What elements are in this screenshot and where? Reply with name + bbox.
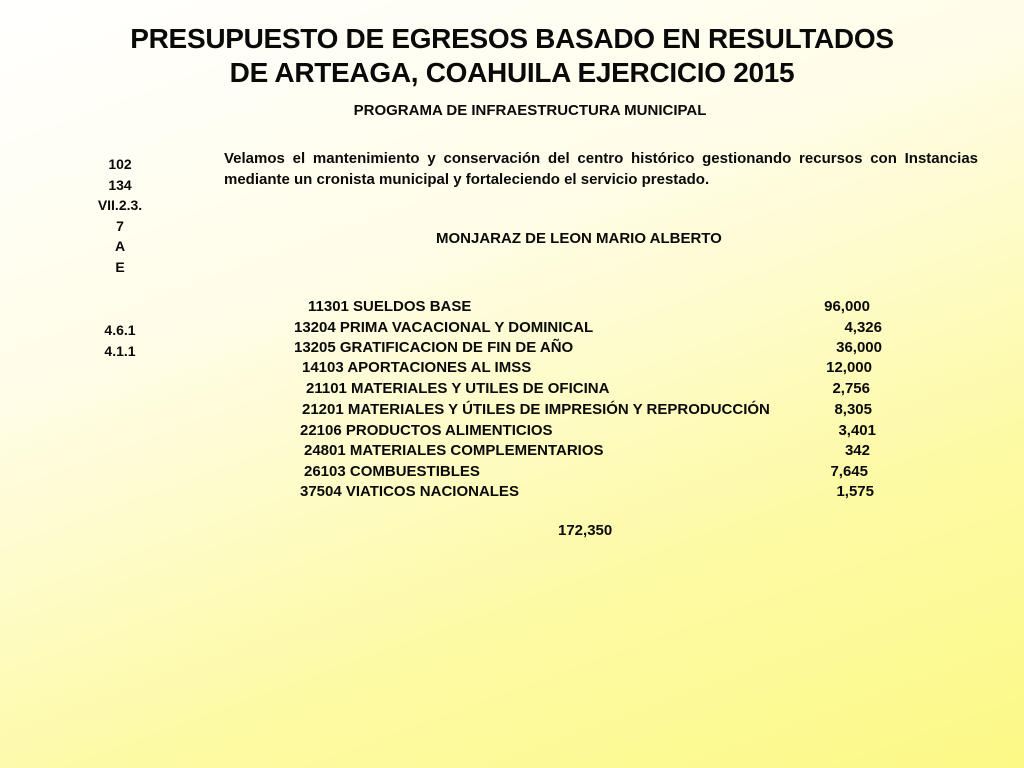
code-item: 4.1.1 <box>104 342 136 359</box>
responsible-person: MONJARAZ DE LEON MARIO ALBERTO <box>436 230 722 247</box>
budget-row-label: 21101 MATERIALES Y UTILES DE OFICINA <box>306 380 610 397</box>
budget-row-label: 13204 PRIMA VACACIONAL Y DOMINICAL <box>294 319 594 336</box>
budget-row-label: 22106 PRODUCTOS ALIMENTICIOS <box>300 422 553 439</box>
budget-row-amount: 96,000 <box>824 298 870 315</box>
code-item: 4.6.1 <box>104 322 136 338</box>
budget-row-amount: 7,645 <box>830 463 868 480</box>
budget-row-amount: 342 <box>844 442 870 459</box>
budget-total: 172,350 <box>558 522 613 539</box>
code-item: E <box>115 258 125 275</box>
budget-row-amount: 2,756 <box>832 380 870 397</box>
budget-row-label: 11301 SUELDOS BASE <box>308 298 472 315</box>
budget-row-amount: 36,000 <box>836 339 882 356</box>
budget-row-label: 24801 MATERIALES COMPLEMENTARIOS <box>304 442 604 459</box>
title-line-1: PRESUPUESTO DE EGRESOS BASADO EN RESULTADOS <box>130 23 894 54</box>
classification-codes-top <box>80 154 160 277</box>
code-item: VII.2.3. <box>97 197 143 213</box>
budget-row-amount: 12,000 <box>826 359 872 376</box>
program-subtitle: PROGRAMA DE INFRAESTRUCTURA MUNICIPAL <box>353 102 707 119</box>
title-line-2: DE ARTEAGA, COAHUILA EJERCICIO 2015 <box>229 57 795 88</box>
page-title <box>0 22 1024 90</box>
code-item: 7 <box>116 217 124 234</box>
code-item: A <box>114 238 126 254</box>
budget-row-label: 26103 COMBUESTIBLES <box>304 463 480 480</box>
budget-row-label: 21201 MATERIALES Y ÚTILES DE IMPRESIÓN Y REPRODUCCIÓN <box>302 401 770 418</box>
code-item: 134 <box>108 176 132 193</box>
classification-codes-bottom <box>80 320 160 361</box>
budget-row-amount: 4,326 <box>844 319 882 336</box>
budget-row-amount: 8,305 <box>834 401 872 418</box>
code-item: 102 <box>108 156 132 172</box>
budget-row-label: 13205 GRATIFICACION DE FIN DE AÑO <box>294 339 574 356</box>
budget-row-label: 14103 APORTACIONES AL IMSS <box>302 359 532 376</box>
program-description: Velamos el mantenimiento y conservación del centro histórico gestionando recursos con Instancias mediante un cronista municipal y fortaleciendo el servicio prestado. <box>224 150 978 188</box>
budget-row-label: 37504 VIATICOS NACIONALES <box>300 483 519 500</box>
budget-row-amount: 1,575 <box>836 483 874 500</box>
budget-row-amount: 3,401 <box>838 422 876 439</box>
